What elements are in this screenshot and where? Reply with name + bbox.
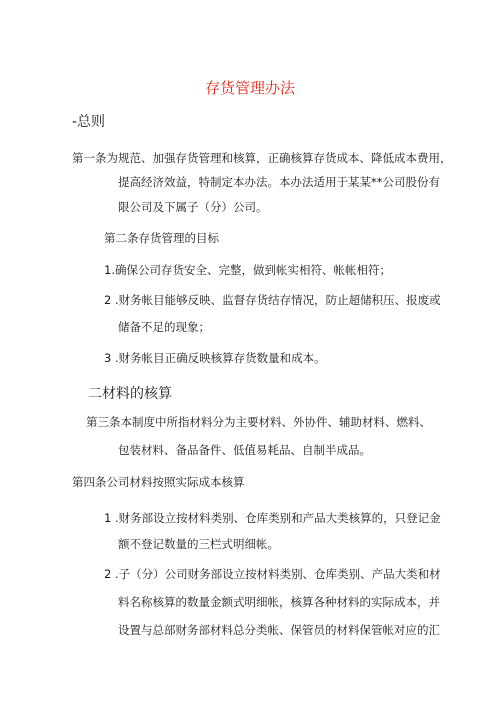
article-2-item-1: 1.确保公司存货安全、完整，做到帐实相符、帐帐相符； (104, 263, 391, 277)
article-4-item-2-line-2: 料名称核算的数量金额式明细帐，核算各种材料的实际成本，并 (118, 595, 440, 609)
article-2-item-3: 3 .财务帐目正确反映核算存货数量和成本。 (104, 351, 326, 365)
article-2-heading: 第二条存货管理的目标 (104, 231, 219, 245)
article-1-line-1: 第一条为规范、加强存货管理和核算，正确核算存货成本、降低成本费用， (72, 151, 452, 165)
article-2-item-2-line-2: 储备不足的现象； (118, 320, 210, 334)
article-4-item-2-line-1: 2 .子（分）公司财务部设立按材料类别、仓库类别、产品大类和材 (104, 567, 441, 581)
section-heading-materials: 二材料的核算 (88, 386, 172, 402)
article-3-line-1: 第三条本制度中所指材料分为主要材料、外协件、辅助材料、燃料、 (86, 415, 431, 429)
article-4-item-1-line-1: 1 .财务部设立按材料类别、仓库类别和产品大类核算的，只登记金 (104, 511, 441, 525)
article-1-line-2: 提高经济效益，特制定本办法。本办法适用于某某**公司股份有 (118, 175, 440, 189)
article-3-line-2: 包装材料、备品备件、低值易耗品、自制半成品。 (118, 443, 371, 457)
article-1-line-3: 限公司及下属子（分）公司。 (118, 200, 268, 214)
article-4-item-1-line-2: 额不登记数量的三栏式明细帐。 (118, 537, 279, 551)
article-4-heading: 第四条公司材料按照实际成本核算 (72, 475, 245, 489)
section-heading-general: -总则 (72, 114, 106, 130)
article-2-item-2-line-1: 2 .财务帐目能够反映、监督存货结存情况，防止超储积压、报废或 (104, 293, 441, 307)
article-4-item-2-line-3: 设置与总部财务部材料总分类帐、保管员的材料保管帐对应的汇 (118, 623, 440, 637)
document-title: 存货管理办法 (204, 79, 295, 97)
